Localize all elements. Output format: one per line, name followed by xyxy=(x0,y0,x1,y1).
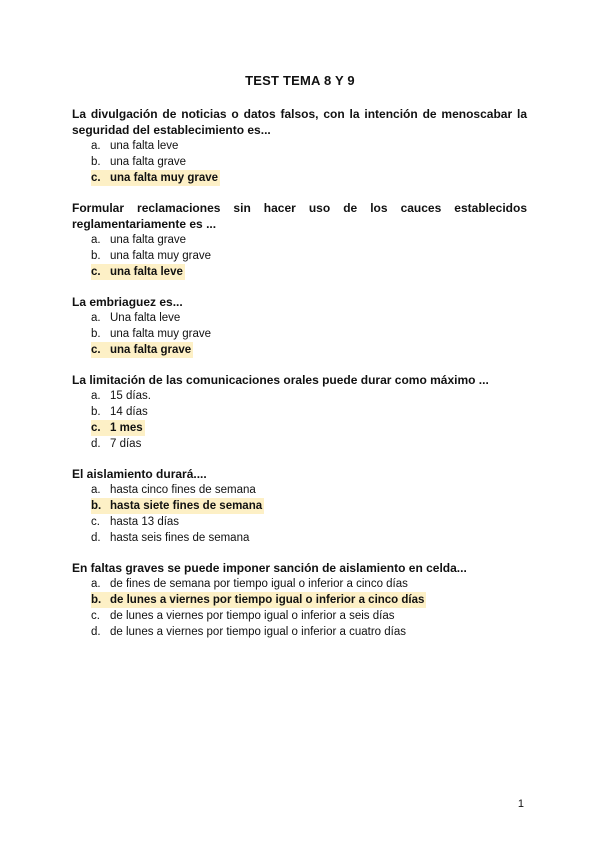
answer-option-correct xyxy=(91,420,527,436)
question-text: Formular reclamaciones sin hacer uso de los cauces establecidos reglamentariamente es ... xyxy=(72,201,527,231)
question-text: El aislamiento durará.... xyxy=(72,467,207,481)
option-letter: b. xyxy=(91,156,101,168)
option-text: 14 días xyxy=(110,406,148,418)
option-letter: a. xyxy=(91,312,101,324)
option-letter: a. xyxy=(91,578,101,590)
option-text: una falta muy grave xyxy=(110,250,212,262)
option-letter: b. xyxy=(91,498,110,514)
answer-options xyxy=(72,576,527,640)
option-text: una falta grave xyxy=(110,156,187,168)
answer-option xyxy=(91,154,527,170)
option-text: de lunes a viernes por tiempo igual o inferior a cuatro días xyxy=(110,626,406,638)
option-text: 7 días xyxy=(110,438,142,450)
answer-options xyxy=(72,310,527,358)
answer-option xyxy=(91,138,527,154)
answer-option xyxy=(91,248,527,264)
option-text: hasta cinco fines de semana xyxy=(110,484,256,496)
question-block xyxy=(72,200,527,280)
option-text: una falta grave xyxy=(110,344,192,356)
option-text: una falta muy grave xyxy=(110,328,212,340)
option-letter: c. xyxy=(91,610,100,622)
option-text: Una falta leve xyxy=(110,312,181,324)
question-block xyxy=(72,466,527,546)
option-text: de fines de semana por tiempo igual o inferior a cinco días xyxy=(110,578,408,590)
answer-option xyxy=(91,404,527,420)
answer-options xyxy=(72,138,527,186)
answer-option xyxy=(91,624,527,640)
answer-options xyxy=(72,482,527,546)
option-text: 15 días. xyxy=(110,390,151,402)
answer-option-correct xyxy=(91,342,527,358)
option-letter: c. xyxy=(91,170,110,186)
question-text: La embriaguez es... xyxy=(72,295,183,309)
page-title: TEST TEMA 8 Y 9 xyxy=(245,73,355,88)
option-text: una falta leve xyxy=(110,266,183,278)
option-text: de lunes a viernes por tiempo igual o inferior a seis días xyxy=(110,610,395,622)
question-text: En faltas graves se puede imponer sanción de aislamiento en celda... xyxy=(72,561,467,575)
answer-option-correct xyxy=(91,498,527,514)
option-letter: b. xyxy=(91,592,110,608)
question-text: La limitación de las comunicaciones orales puede durar como máximo ... xyxy=(72,373,489,387)
answer-option xyxy=(91,608,527,624)
answer-options xyxy=(72,232,527,280)
answer-option xyxy=(91,388,527,404)
option-letter: b. xyxy=(91,406,101,418)
question-block xyxy=(72,294,527,358)
option-letter: a. xyxy=(91,484,101,496)
answer-option xyxy=(91,530,527,546)
question-text: La divulgación de noticias o datos falsos, con la intención de menoscabar la seguridad del establecimiento es... xyxy=(72,107,527,137)
question-block xyxy=(72,372,527,452)
option-letter: a. xyxy=(91,234,101,246)
answer-option xyxy=(91,514,527,530)
answer-option xyxy=(91,436,527,452)
option-letter: c. xyxy=(91,420,110,436)
option-text: hasta seis fines de semana xyxy=(110,532,250,544)
question-block xyxy=(72,106,527,186)
option-text: una falta grave xyxy=(110,234,187,246)
option-text: una falta leve xyxy=(110,140,179,152)
option-letter: d. xyxy=(91,438,101,450)
option-text: 1 mes xyxy=(110,422,143,434)
page-number: 1 xyxy=(517,798,524,810)
option-letter: a. xyxy=(91,390,101,402)
option-letter: c. xyxy=(91,264,110,280)
option-letter: d. xyxy=(91,626,101,638)
question-block xyxy=(72,560,527,640)
answer-option xyxy=(91,232,527,248)
question-list xyxy=(72,106,527,654)
option-text: una falta muy grave xyxy=(110,172,219,184)
answer-options xyxy=(72,388,527,452)
answer-option xyxy=(91,326,527,342)
answer-option xyxy=(91,482,527,498)
option-letter: c. xyxy=(91,516,100,528)
option-letter: b. xyxy=(91,328,101,340)
answer-option-correct xyxy=(91,170,527,186)
option-letter: c. xyxy=(91,342,110,358)
option-text: hasta siete fines de semana xyxy=(110,500,263,512)
answer-option xyxy=(91,310,527,326)
option-letter: a. xyxy=(91,140,101,152)
answer-option xyxy=(91,576,527,592)
option-letter: d. xyxy=(91,532,101,544)
answer-option-correct xyxy=(91,592,527,608)
option-text: hasta 13 días xyxy=(110,516,180,528)
option-letter: b. xyxy=(91,250,101,262)
answer-option-correct xyxy=(91,264,527,280)
option-text: de lunes a viernes por tiempo igual o inferior a cinco días xyxy=(110,594,425,606)
